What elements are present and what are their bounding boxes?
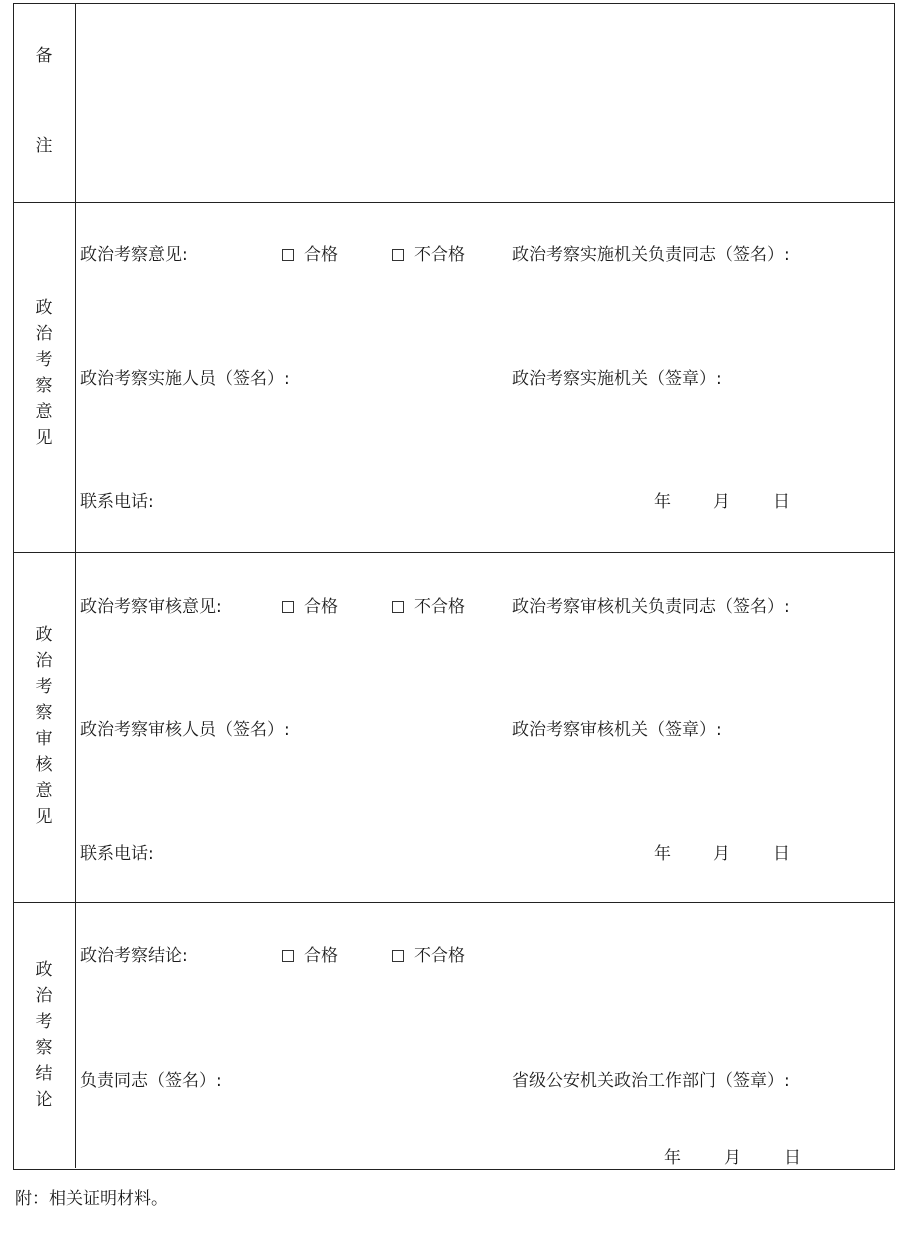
review-opinion-label-char: 察: [35, 376, 53, 396]
audit-opinion-label-char: 政: [35, 625, 53, 645]
audit-opinion-label-char: 见: [35, 807, 53, 827]
review-opinion-label-char: 治: [35, 324, 53, 344]
review-opinion-label: [14, 203, 76, 552]
conclusion-label: [14, 903, 76, 1168]
remarks-label-char: 注: [35, 136, 53, 156]
review-opinion-row: [14, 202, 894, 552]
conclusion-label-char: 察: [35, 1038, 53, 1058]
attachment-note: 附：相关证明材料。: [15, 1189, 168, 1209]
remarks-label: [14, 4, 76, 202]
review-date-month: 月: [713, 492, 730, 512]
conclusion-fail-label: 不合格: [414, 946, 465, 966]
conclusion-row: [14, 902, 894, 1168]
review-opinion-label-char: 见: [35, 428, 53, 448]
audit-leader-sign: 政治考察审核机关负责同志（签名）:: [512, 597, 790, 617]
remarks-row: [14, 4, 894, 202]
conclusion-label-char: 考: [35, 1012, 53, 1032]
conclusion-date-day: 日: [784, 1148, 801, 1168]
review-opinion-content: [76, 203, 894, 552]
audit-opinion-text: 政治考察审核意见:: [80, 597, 222, 617]
review-opinion-label-char: 意: [35, 402, 53, 422]
conclusion-pass-option[interactable]: [282, 944, 338, 968]
remarks-content[interactable]: [76, 4, 894, 202]
conclusion-text: 政治考察结论:: [80, 946, 188, 966]
audit-pass-option[interactable]: [282, 595, 338, 619]
review-date-year: 年: [654, 492, 671, 512]
conclusion-content: [76, 903, 894, 1168]
review-staff-sign: 政治考察实施人员（签名）:: [80, 369, 290, 389]
audit-opinion-content: [76, 553, 894, 902]
audit-opinion-label: [14, 553, 76, 902]
review-opinion-label-char: 政: [35, 298, 53, 318]
conclusion-pass-label: 合格: [304, 946, 338, 966]
review-pass-label: 合格: [304, 245, 338, 265]
checkbox-icon[interactable]: [392, 950, 404, 962]
political-review-form: [13, 3, 895, 1170]
conclusion-label-char: 治: [35, 986, 53, 1006]
audit-phone: 联系电话:: [80, 844, 154, 864]
audit-opinion-label-char: 意: [35, 781, 53, 801]
conclusion-leader-sign: 负责同志（签名）:: [80, 1071, 222, 1091]
conclusion-fail-option[interactable]: [392, 944, 465, 968]
checkbox-icon[interactable]: [282, 950, 294, 962]
review-leader-sign: 政治考察实施机关负责同志（签名）:: [512, 245, 790, 265]
audit-opinion-label-char: 治: [35, 651, 53, 671]
audit-date-month: 月: [713, 844, 730, 864]
audit-opinion-label-char: 核: [35, 755, 53, 775]
review-pass-option[interactable]: [282, 243, 338, 267]
checkbox-icon[interactable]: [282, 249, 294, 261]
review-opinion-label-char: 考: [35, 350, 53, 370]
review-phone: 联系电话:: [80, 492, 154, 512]
conclusion-label-char: 政: [35, 960, 53, 980]
checkbox-icon[interactable]: [392, 249, 404, 261]
remarks-label-char: 备: [35, 46, 53, 66]
review-opinion-text: 政治考察意见:: [80, 245, 188, 265]
conclusion-label-char: 结: [35, 1064, 53, 1084]
review-date-day: 日: [773, 492, 790, 512]
conclusion-date-month: 月: [724, 1148, 741, 1168]
checkbox-icon[interactable]: [392, 601, 404, 613]
audit-opinion-label-char: 审: [35, 729, 53, 749]
audit-opinion-row: [14, 552, 894, 902]
review-org-seal: 政治考察实施机关（签章）:: [512, 369, 722, 389]
conclusion-date-year: 年: [664, 1148, 681, 1168]
conclusion-label-char: 论: [35, 1090, 53, 1110]
audit-opinion-label-char: 察: [35, 703, 53, 723]
audit-date-year: 年: [654, 844, 671, 864]
audit-pass-label: 合格: [304, 597, 338, 617]
conclusion-dept-seal: 省级公安机关政治工作部门（签章）:: [512, 1071, 790, 1091]
audit-fail-option[interactable]: [392, 595, 465, 619]
checkbox-icon[interactable]: [282, 601, 294, 613]
audit-org-seal: 政治考察审核机关（签章）:: [512, 720, 722, 740]
audit-staff-sign: 政治考察审核人员（签名）:: [80, 720, 290, 740]
audit-date-day: 日: [773, 844, 790, 864]
review-fail-option[interactable]: [392, 243, 465, 267]
audit-opinion-label-char: 考: [35, 677, 53, 697]
review-fail-label: 不合格: [414, 245, 465, 265]
audit-fail-label: 不合格: [414, 597, 465, 617]
